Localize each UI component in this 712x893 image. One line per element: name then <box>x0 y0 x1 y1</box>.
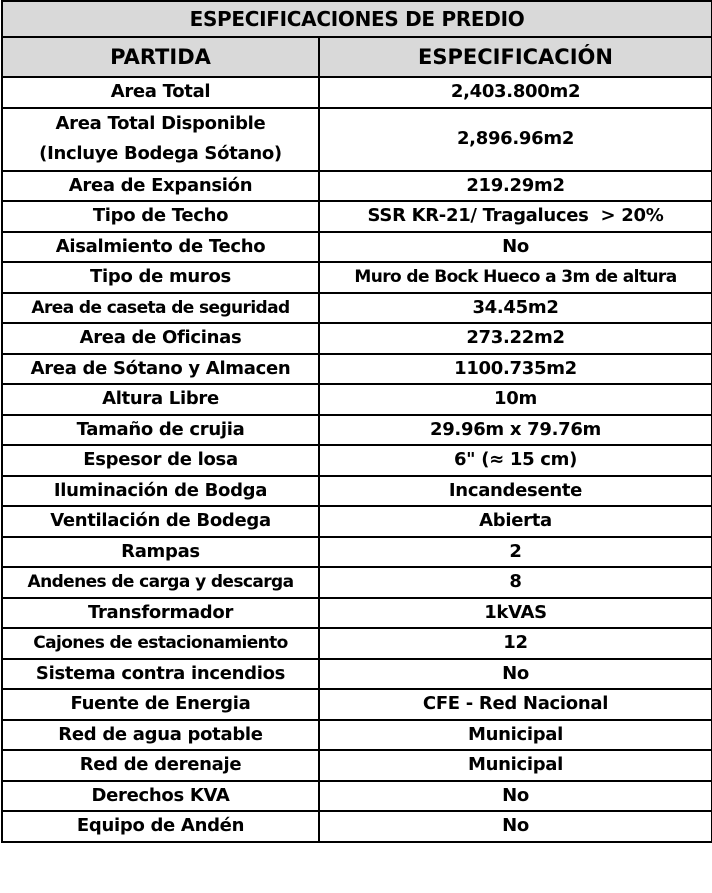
row-value: No <box>319 811 712 842</box>
row-label: Ventilación de Bodega <box>2 506 319 537</box>
row-label: Red de agua potable <box>2 720 319 751</box>
table-row <box>2 781 712 812</box>
row-label: Altura Libre <box>2 384 319 415</box>
row-label: Tipo de muros <box>2 262 319 293</box>
table-row <box>2 171 712 202</box>
row-label: Area de Oficinas <box>2 323 319 354</box>
table-row <box>2 354 712 385</box>
row-value: Muro de Bock Hueco a 3m de altura <box>319 262 712 293</box>
row-label: Transformador <box>2 598 319 629</box>
table-row <box>2 506 712 537</box>
row-label: Espesor de losa <box>2 445 319 476</box>
row-label: Cajones de estacionamiento <box>2 628 319 659</box>
row-label: Derechos KVA <box>2 781 319 812</box>
row-value: CFE - Red Nacional <box>319 689 712 720</box>
table-title: ESPECIFICACIONES DE PREDIO <box>2 1 712 37</box>
table-row <box>2 108 712 171</box>
row-value: 10m <box>319 384 712 415</box>
table-row <box>2 750 712 781</box>
row-value: Municipal <box>319 750 712 781</box>
row-label: Area Total <box>2 77 319 108</box>
row-value: No <box>319 232 712 263</box>
row-label: Fuente de Energia <box>2 689 319 720</box>
table-row <box>2 811 712 842</box>
column-header-partida: PARTIDA <box>2 37 319 77</box>
row-value: 219.29m2 <box>319 171 712 202</box>
row-label: Andenes de carga y descarga <box>2 567 319 598</box>
row-label: Sistema contra incendios <box>2 659 319 690</box>
row-label: Equipo de Andén <box>2 811 319 842</box>
row-value: 34.45m2 <box>319 293 712 324</box>
column-header-especificacion: ESPECIFICACIÓN <box>319 37 712 77</box>
row-value: 2,403.800m2 <box>319 77 712 108</box>
row-label-line: (Incluye Bodega Sótano) <box>39 143 282 164</box>
table-row <box>2 537 712 568</box>
table-row <box>2 659 712 690</box>
row-value: 12 <box>319 628 712 659</box>
table-header-row <box>2 37 712 77</box>
row-value: 273.22m2 <box>319 323 712 354</box>
row-value: 2,896.96m2 <box>319 108 712 171</box>
row-value: Incandesente <box>319 476 712 507</box>
table-row <box>2 598 712 629</box>
row-value: SSR KR-21/ Tragaluces > 20% <box>319 201 712 232</box>
row-label: Tamaño de crujia <box>2 415 319 446</box>
row-value: 6" (≈ 15 cm) <box>319 445 712 476</box>
row-label: Area de caseta de seguridad <box>2 293 319 324</box>
row-value: No <box>319 781 712 812</box>
row-label: Iluminación de Bodga <box>2 476 319 507</box>
table-row <box>2 201 712 232</box>
table-row <box>2 720 712 751</box>
row-value: 29.96m x 79.76m <box>319 415 712 446</box>
row-value: 2 <box>319 537 712 568</box>
row-label: Tipo de Techo <box>2 201 319 232</box>
table-row <box>2 476 712 507</box>
table-row <box>2 262 712 293</box>
row-label: Aisalmiento de Techo <box>2 232 319 263</box>
table-row <box>2 689 712 720</box>
table-row <box>2 445 712 476</box>
table-row <box>2 77 712 108</box>
row-value: 1kVAS <box>319 598 712 629</box>
specifications-table <box>1 0 712 843</box>
row-label: Area de Expansión <box>2 171 319 202</box>
row-value: Municipal <box>319 720 712 751</box>
table-row <box>2 415 712 446</box>
table-row <box>2 232 712 263</box>
row-label-line: Area Total Disponible <box>55 113 266 134</box>
table-row <box>2 567 712 598</box>
row-label: Rampas <box>2 537 319 568</box>
row-value: Abierta <box>319 506 712 537</box>
table-row <box>2 628 712 659</box>
table-title-row <box>2 1 712 37</box>
row-value: 8 <box>319 567 712 598</box>
row-value: 1100.735m2 <box>319 354 712 385</box>
row-label: Red de derenaje <box>2 750 319 781</box>
row-value: No <box>319 659 712 690</box>
table-row <box>2 384 712 415</box>
row-label: Area de Sótano y Almacen <box>2 354 319 385</box>
table-row <box>2 293 712 324</box>
table-row <box>2 323 712 354</box>
row-label <box>2 108 319 171</box>
